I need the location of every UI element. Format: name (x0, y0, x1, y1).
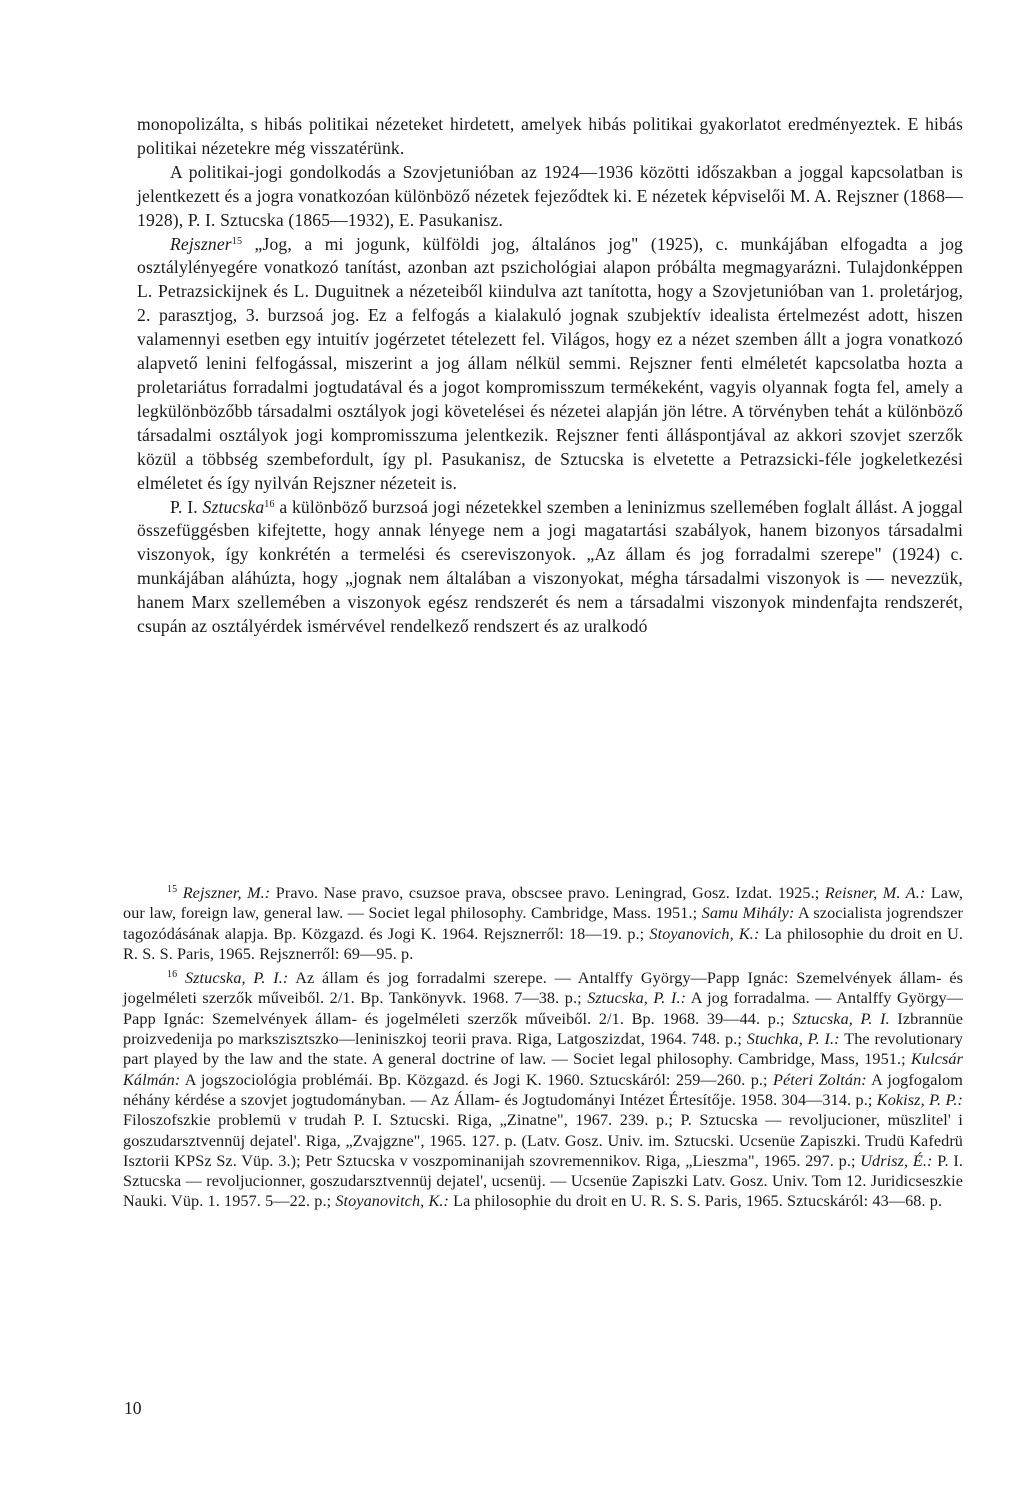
footnotes (123, 883, 963, 1216)
footnote-ref-16[interactable]: 16 (264, 498, 275, 510)
footnote-author: Sztucska, P. I. (792, 1009, 890, 1028)
paragraph-3 (137, 233, 963, 496)
author-name-rejszner: Rejszner (170, 233, 232, 254)
footnote-author: Rejszner, M.: (182, 884, 271, 902)
footnote-author: Kulcsár Kálmán: (123, 1050, 963, 1089)
footnote-text: The revolutionary part played by the law and the state. A general doctrine of law. — Societ legal philosophy. Cambridge, Mass, 1951.; (123, 1030, 963, 1069)
footnote-number-15: 15 (167, 884, 178, 895)
footnote-text: Filoszofszkie problemü v trudah P. I. Sztucski. Riga, „Zinatne", 1967. 239. p.; P. Sztucska — revoljucioner, müszlitel' i goszudarsztvennüj dejatel'. Riga, „Zvajgzne", 1965. 127. p. (Latv. Gosz. Univ. im. Sztucski. Ucsenüe Zapiszki. Trudü Kafedrü Isztorii KPSz Sz. Vüp. 3.); Petr Sztucska v voszpominanijah szovremennikov. Riga, „Lieszma", 1965. 297. p.; (123, 1111, 963, 1170)
footnote-text: A jog forradalma. — Antalffy György—Papp Ignác: Szemelvények állam- és jogelméleti szerzők műveiből. 2/1. Bp. 1968. 39—44. p.; (123, 989, 963, 1028)
footnote-15 (123, 883, 963, 964)
footnote-16 (123, 968, 963, 1212)
footnote-text: La philosophie du droit en U. R. S. S. Paris, 1965. Rejsznerről: 69—95. p. (123, 924, 964, 963)
footnote-text: A jogszociológia problémái. Bp. Közgazd. és Jogi K. 1960. Sztucskáról: 259—260. p.; (180, 1070, 773, 1089)
footnote-text: A jogfogalom néhány kérdése a szovjet jogtudományban. — Az Állam- és Jogtudományi Intézet Értesítője. 1958. 304—314. p.; (123, 1070, 964, 1109)
footnote-author: Reisner, M. A.: (824, 884, 926, 902)
footnote-author: Sztucska, P. I.: (184, 969, 289, 988)
footnote-text: Az állam és jog forradalmi szerepe. — Antalffy György—Papp Ignác: Szemelvények állam- és jogelméleti szerzők műveiből. 2/1. Bp. Tankönyvk. 1968. 7—38. p.; (123, 969, 963, 1008)
footnote-text: La philosophie du droit en U. R. S. S. Paris, 1965. Sztucskáról: 43—68. p. (448, 1192, 943, 1211)
footnote-author: Stuchka, P. I.: (746, 1030, 840, 1049)
footnote-author: Sztucska, P. I.: (587, 989, 687, 1008)
paragraph-4-prefix: P. I. (170, 496, 203, 517)
paragraph-1: monopolizálta, s hibás politikai nézeteket hirdetett, amelyek hibás politikai gyakorlatot eredményeztek. E hibás politikai nézetekre még visszatérünk. (137, 114, 963, 158)
footnote-author: Péteri Zoltán: (772, 1070, 867, 1089)
paragraph-2: A politikai-jogi gondolkodás a Szovjetunióban az 1924—1936 közötti időszakban a joggal kapcsolatban is jelentkezett és a jogra vonatkozóan különböző nézetek fejeződtek ki. E nézetek képviselői M. A. Rejszner (1868—1928), P. I. Sztucska (1865—1932), E. Pasukanisz. (137, 161, 963, 230)
footnote-author: Stoyanovitch, K.: (335, 1192, 449, 1211)
page-number: 10 (124, 1398, 142, 1418)
paragraph-3-text: „Jog, a mi jogunk, külföldi jog, általános jog" (1925), c. munkájában elfogadta a jog osztálylényegére vonatkozó tanítást, azonban azt pszichológiai alapon próbálta megmagyarázni. Tulajdonképpen L. Petrazsickijnek és L. Duguitnek a nézeteiből kiindulva azt tanította, hogy a Szovjetunióban van 1. proletárjog, 2. parasztjog, 3. burzsoá jog. Ez a felfogás a kialakuló jognak szubjektív idealista értelmezést adott, hiszen valamennyi esetben egy intuitív jogérzetet tételezett fel. Világos, hogy ez a nézet szemben állt a jogra vonatkozó alapvető lenini felfogással, miszerint a jog állam nélkül semmi. Rejszner fenti elméletét kapcsolatba hozta a proletariátus forradalmi jogtudatával és a jogot kompromisszum termékeként, vagyis olyannak fogta fel, amely a legkülönbözőbb társadalmi osztályok jogi követelései és nézetei alapján jön létre. A törvényben tehát a különböző társadalmi osztályok jogi kompromisszuma jelentkezik. Rejszner fenti álláspontjával az akkori szovjet szerzők közül a többség szembefordult, így pl. Pasukanisz, de Sztucska is elvetette a Petrazsicki-féle jogkeletkezési elméletet és így nyilván Rejszner nézeteit is. (137, 233, 963, 493)
footnote-text: Law, our law, foreign law, general law. — Societ legal philosophy. Cambridge, Mass. 1951.; (123, 884, 963, 923)
footnote-ref-15[interactable]: 15 (231, 235, 243, 247)
footnote-author: Stoyanovich, K.: (649, 924, 760, 943)
footnote-author: Kokisz, P. P.: (876, 1090, 963, 1109)
footnote-author: Udrisz, É.: (860, 1151, 933, 1170)
paragraph-4-text: a különböző burzsoá jogi nézetekkel szemben a leninizmus szellemében foglalt állást. A joggal összefüggésben kifejtette, hogy annak lényege nem a jogi magatartási szabályok, hanem bizonyos társadalmi viszonyok, így konkrétén a termelési és csereviszonyok. „Az állam és jog forradalmi szerepe" (1924) c. munkájában aláhúzta, hogy „jognak nem általában a viszonyokat, mégha társadalmi viszonyok is — nevezzük, hanem Marx szellemében a viszonyok egész rendszerét és nem a társadalmi viszonyok mindenfajta rendszerét, csupán az osztályérdek ismérvével rendelkező rendszert és az uralkodó (137, 496, 963, 637)
footnote-author: Samu Mihály: (701, 904, 795, 923)
footnote-text: P. I. Sztucska — revoljucionner, goszudarsztvennüj dejatel', ucsenüj. — Ucsenüe Zapiszki Latv. Gosz. Univ. Tom 12. Juridicseszkie Nauki. Vüp. 1. 1957. 5—22. p.; (123, 1151, 963, 1211)
author-name-sztucska: Sztucska (202, 496, 265, 517)
footnote-text: Izbrannüe proizvedenija po markszisztszko—leniniszkoj teorii prava. Riga, Latgoszizdat, 1964. 748. p.; (123, 1009, 963, 1049)
main-text (137, 113, 963, 639)
footnote-number-16: 16 (167, 969, 178, 981)
footnote-text: A szocialista jogrendszer tagozódásának alapja. Bp. Közgazd. és Jogi K. 1964. Rejsznerről: 18—19. p.; (123, 904, 963, 943)
footnote-text: Pravo. Nase pravo, csuzsoe prava, obscsee pravo. Leningrad, Gosz. Izdat. 1925.; (270, 884, 825, 902)
paragraph-4 (137, 496, 963, 639)
